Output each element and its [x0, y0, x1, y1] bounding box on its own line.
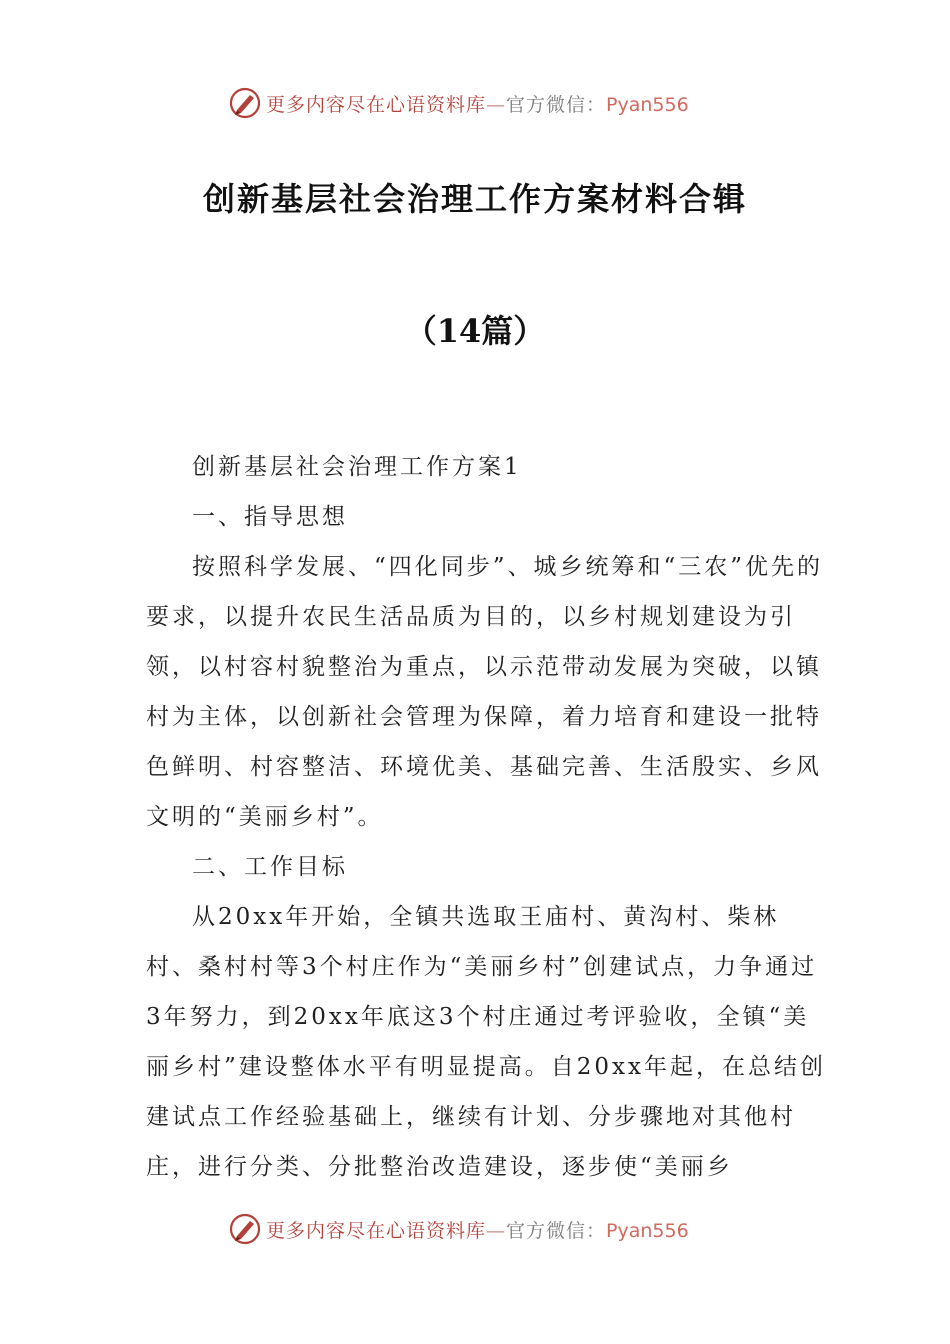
watermark-text — [266, 90, 689, 117]
watermark-official-label: 官方微信： — [506, 1220, 607, 1242]
section-title: 创新基层社会治理工作方案1 — [192, 454, 522, 480]
watermark-dash: — — [486, 94, 507, 116]
watermark-wechat-id: Pyan556 — [606, 94, 689, 116]
heading-work-goals: 二、工作目标 — [192, 854, 348, 880]
watermark-wechat-id: Pyan556 — [606, 1220, 689, 1242]
paragraph-guiding-ideology: 按照科学发展、“四化同步”、城乡统筹和“三农”优先的要求，以提升农民生活品质为目的，以乡村规划建设为引领，以村容村貌整治为重点，以示范带动发展为突破，以镇村为主体，以创新社会管理为保障，着力培育和建设一批特色鲜明、村容整洁、环境优美、基础完善、生活殷实、乡风文明的“美丽乡村”。 — [146, 554, 824, 830]
pen-circle-logo-icon — [228, 1212, 262, 1246]
watermark-official-label: 官方微信： — [506, 94, 607, 116]
watermark-dash: — — [486, 1220, 507, 1242]
document-body — [146, 442, 826, 1192]
watermark-main-text: 更多内容尽在心语资料库 — [266, 1220, 487, 1242]
watermark-main-text: 更多内容尽在心语资料库 — [266, 94, 487, 116]
document-title: 创新基层社会治理工作方案材料合辑 — [202, 180, 747, 218]
watermark-text — [266, 1216, 689, 1243]
paragraph-work-goals: 从20xx年开始，全镇共选取王庙村、黄沟村、柴林村、桑村村等3个村庄作为“美丽乡村”创建试点，力争通过3年努力，到20xx年底这3个村庄通过考评验收，全镇“美丽乡村”建设整体水平有明显提高。自20xx年起，在总结创建试点工作经验基础上，继续有计划、分步骤地对其他村庄，进行分类、分批整治改造建设，逐步使“美丽乡 — [146, 904, 826, 1180]
footer-watermark-banner — [0, 1210, 950, 1250]
document-subtitle: （14篇） — [404, 312, 546, 350]
pen-circle-logo-icon — [228, 86, 262, 120]
header-watermark-banner — [0, 84, 950, 124]
heading-guiding-ideology: 一、指导思想 — [192, 504, 348, 530]
